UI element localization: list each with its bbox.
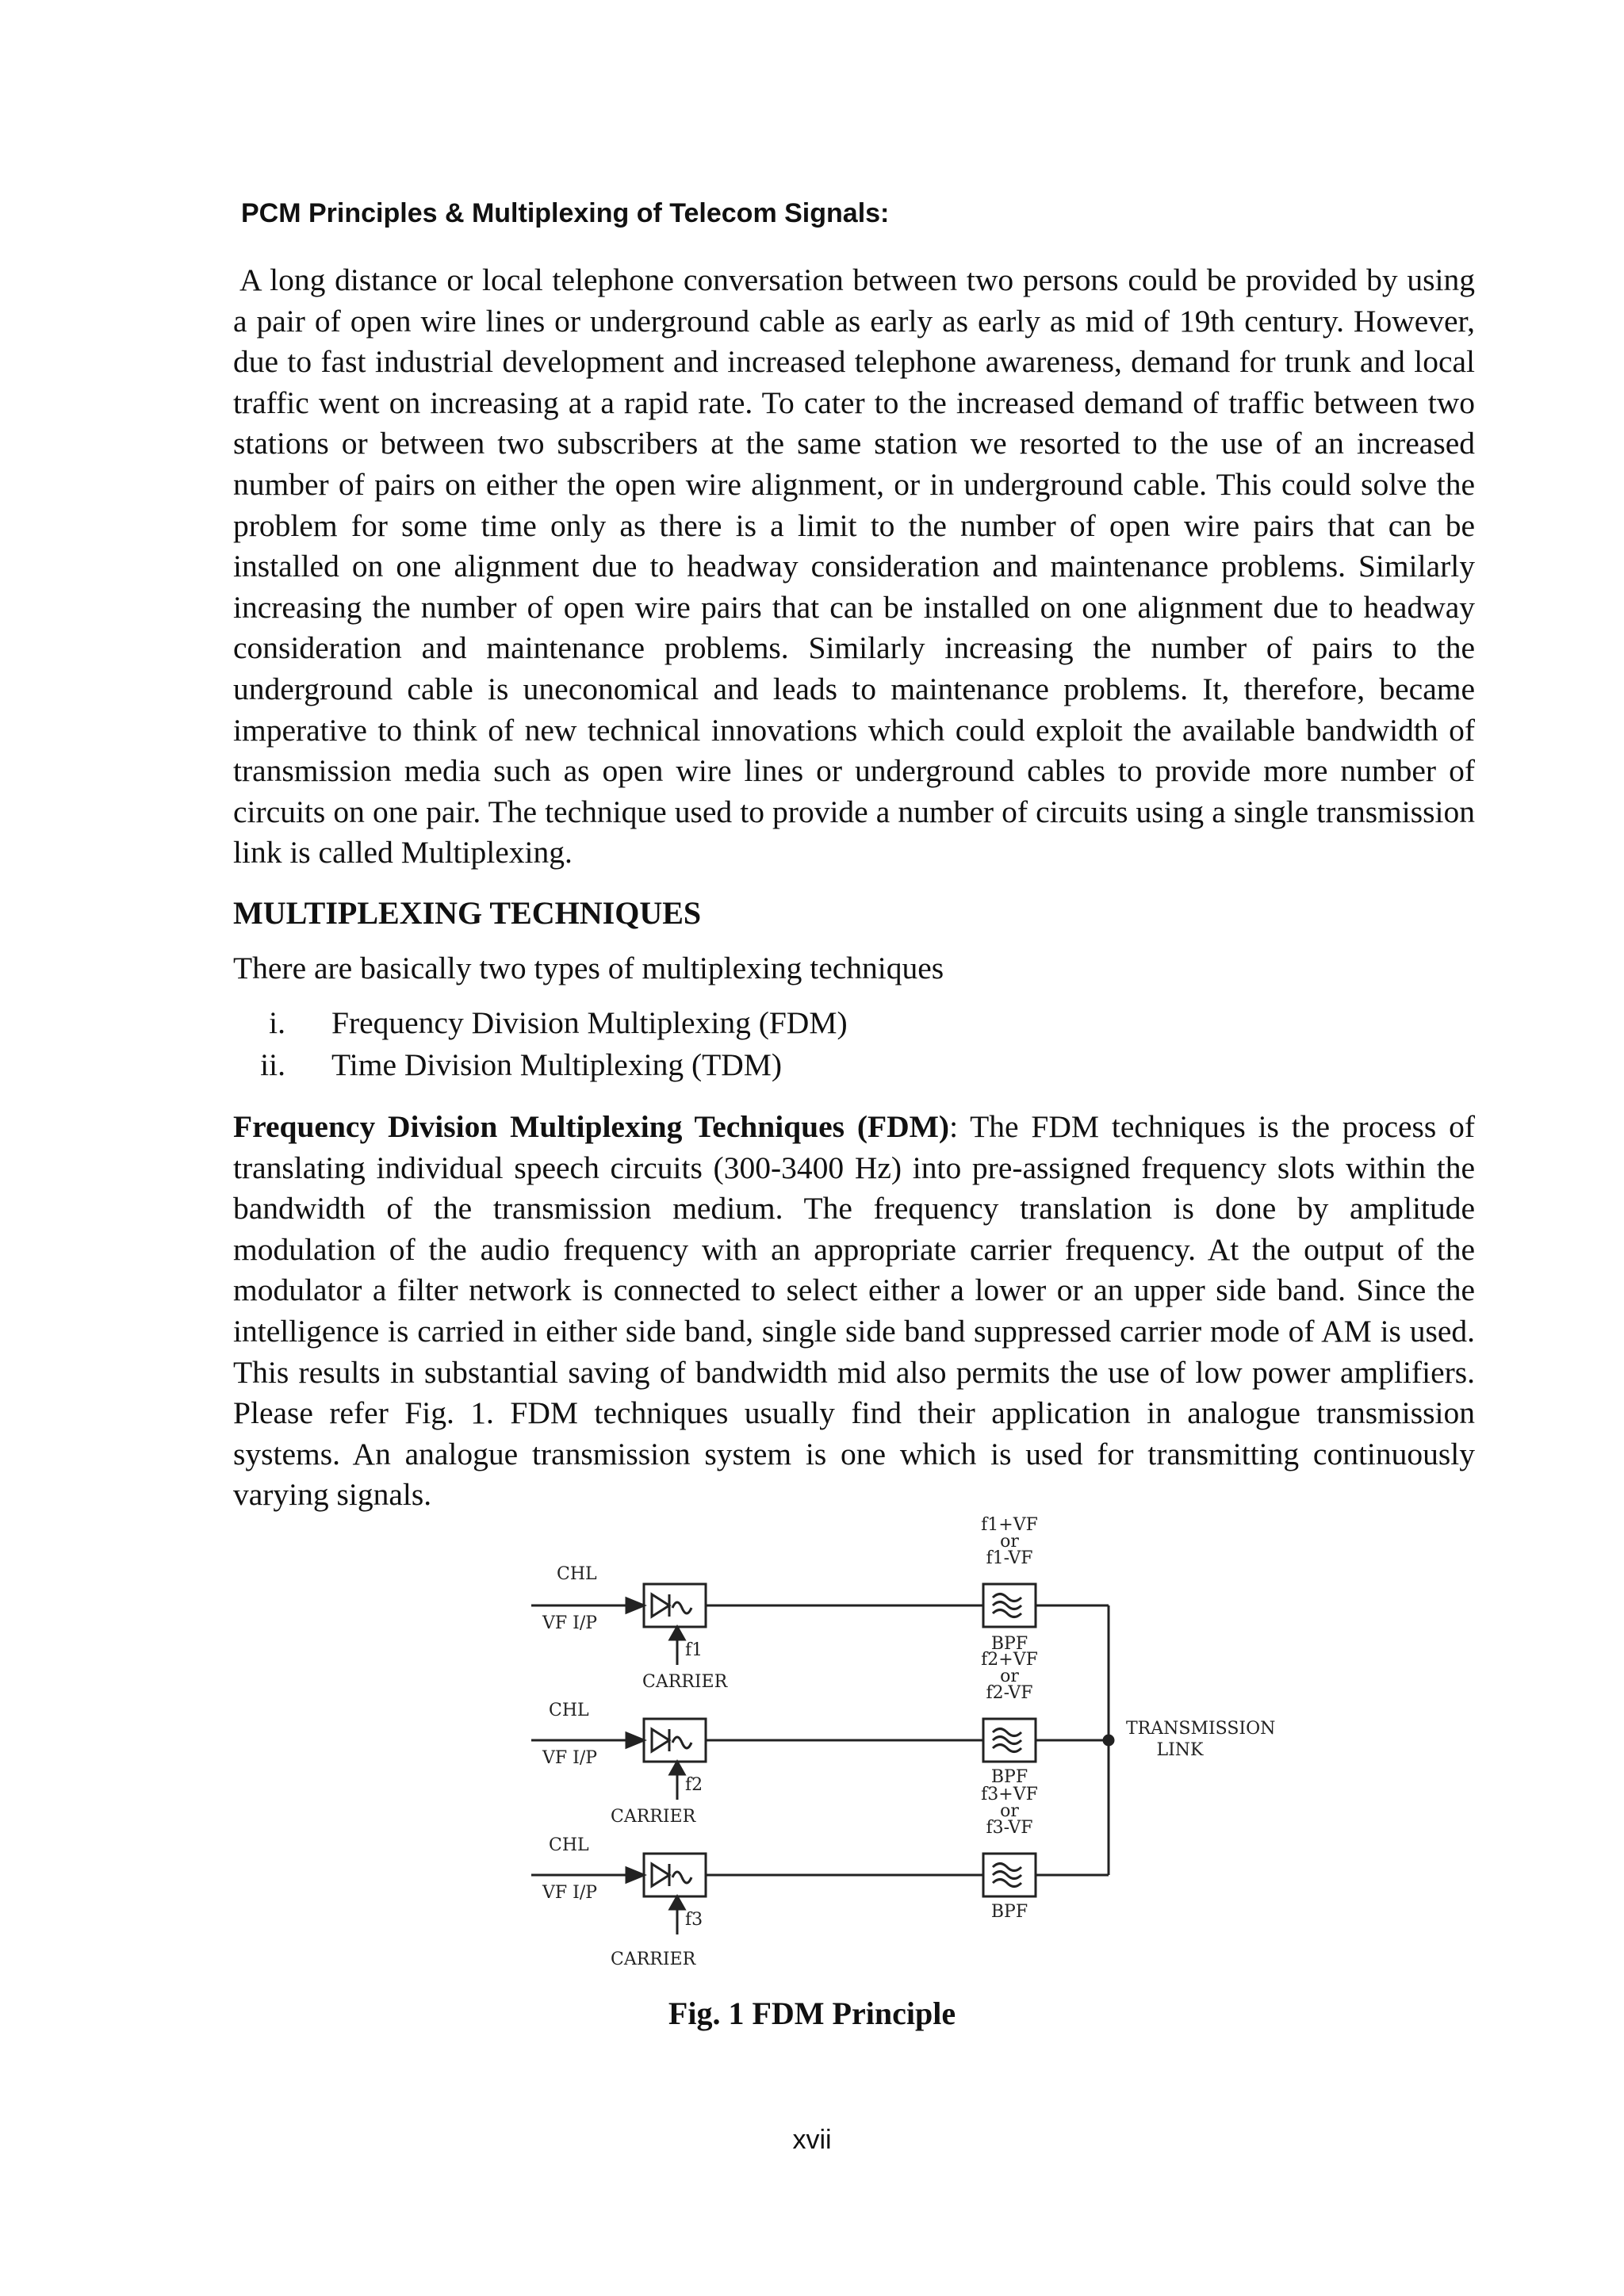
band-top-label: f1+VF xyxy=(981,1515,1038,1535)
list-item-number: i. xyxy=(269,1005,285,1040)
junction-dot xyxy=(1104,1735,1113,1745)
bpf-symbol xyxy=(993,1880,1021,1887)
carrier-label: CARRIER xyxy=(642,1672,728,1692)
band-or-label: or xyxy=(1000,1532,1019,1552)
input-arrow xyxy=(626,1598,644,1613)
bpf-symbol xyxy=(993,1864,1021,1871)
freq-label: f2 xyxy=(685,1775,703,1795)
bpf-label: BPF xyxy=(990,1634,1028,1654)
bpf-block xyxy=(983,1719,1036,1762)
band-or-label: or xyxy=(1000,1667,1019,1686)
fdm-title: Frequency Division Multiplexing Techniques (FDM) xyxy=(233,1109,950,1144)
fdm-diagram xyxy=(508,1514,1285,1990)
bpf-symbol xyxy=(993,1745,1021,1752)
list-item-number: ii. xyxy=(260,1047,285,1082)
bpf-label: BPF xyxy=(990,1767,1028,1787)
band-or-label: or xyxy=(1000,1801,1019,1821)
list-item-text: Frequency Division Multiplexing (FDM) xyxy=(331,1005,848,1040)
section-title: MULTIPLEXING TECHNIQUES xyxy=(233,895,702,931)
bpf-symbol xyxy=(993,1594,1021,1601)
carrier-arrow xyxy=(670,1896,684,1909)
fdm-paragraph xyxy=(233,1107,1475,1516)
freq-label: f3 xyxy=(685,1910,703,1930)
modulator-symbol xyxy=(652,1864,669,1886)
bpf-symbol xyxy=(993,1610,1021,1617)
fdm-body: The FDM techniques is the process of translating individual speech circuits (300-3400 Hz) into pre-assigned frequency slots within the bandwidth of the transmission medium. The frequency translation is done by amplitude modulation of the audio frequency with an appropriate carrier frequency. At the output of the modulator a filter network is connected to select either a lower or an upper side band. Since the intelligence is carried in either side band, single side band suppressed carrier mode of AM is used. This results in substantial saving of bandwidth mid also permits the use of low power amplifiers. Please refer Fig. 1. FDM techniques usually find their application in analogue transmission systems. An analogue transmission system is one which is used for transmitting continuously varying signals. xyxy=(233,1109,1475,1513)
intro-paragraph: A long distance or local telephone conversation between two persons could be provided by using a pair of open wire lines or underground cable as early as early as mid of 19th century. However, due to fast industrial development and increased telephone awareness, demand for trunk and local traffic went on increasing at a rapid rate. To cater to the increased demand of traffic between two stations or between two subscribers at the same station we resorted to the use of an increased number of pairs on either the open wire alignment, or in underground cable. This could solve the problem for some time only as there is a limit to the number of open wire pairs that can be installed on one alignment due to headway consideration and maintenance problems. Similarly increasing the number of open wire pairs that can be installed on one alignment due to headway consideration and maintenance problems. Similarly increasing the number of pairs to the underground cable is uneconomical and leads to maintenance problems. It, therefore, became imperative to think of new technical innovations which could exploit the available bandwidth of transmission media such as open wire lines or underground cables to provide more number of circuits on one pair. The technique used to provide a number of circuits using a single transmission link is called Multiplexing. xyxy=(233,262,1475,871)
page-heading: PCM Principles & Multiplexing of Telecom Signals: xyxy=(241,198,890,228)
vf-label: VF I/P xyxy=(542,1613,598,1633)
chl-label: CHL xyxy=(549,1701,589,1720)
carrier-label: CARRIER xyxy=(611,1950,696,1969)
bpf-block xyxy=(983,1854,1036,1896)
carrier-arrow xyxy=(670,1627,684,1640)
modulator-symbol xyxy=(652,1729,669,1751)
modulator-symbol xyxy=(672,1872,691,1883)
freq-label: f1 xyxy=(685,1640,703,1660)
page-number: xvii xyxy=(792,2125,832,2155)
modulator-symbol xyxy=(652,1594,669,1617)
band-bottom-label: f1-VF xyxy=(986,1548,1033,1568)
transmission-link-label: LINK xyxy=(1156,1740,1204,1760)
band-top-label: f3+VF xyxy=(981,1785,1038,1804)
input-arrow xyxy=(626,1733,644,1747)
modulator-symbol xyxy=(672,1737,691,1748)
section-lead: There are basically two types of multiplexing techniques xyxy=(233,951,944,985)
band-bottom-label: f3-VF xyxy=(986,1818,1033,1838)
band-top-label: f2+VF xyxy=(981,1650,1038,1670)
transmission-link-label: TRANSMISSION xyxy=(1126,1719,1276,1739)
list-item-text: Time Division Multiplexing (TDM) xyxy=(331,1047,783,1082)
bpf-label: BPF xyxy=(990,1902,1028,1922)
bpf-symbol xyxy=(993,1729,1021,1736)
bpf-symbol xyxy=(993,1737,1021,1744)
chl-label: CHL xyxy=(557,1564,597,1584)
fdm-diagram-svg xyxy=(508,1514,1285,1990)
fdm-colon: : xyxy=(949,1109,959,1144)
carrier-arrow xyxy=(670,1762,684,1774)
carrier-label: CARRIER xyxy=(611,1807,696,1827)
chl-label: CHL xyxy=(549,1835,589,1855)
bpf-symbol xyxy=(993,1872,1021,1879)
bpf-symbol xyxy=(993,1602,1021,1609)
modulator-symbol xyxy=(672,1602,691,1613)
bpf-block xyxy=(983,1584,1036,1627)
vf-label: VF I/P xyxy=(542,1883,598,1903)
figure-caption: Fig. 1 FDM Principle xyxy=(668,1996,956,2031)
input-arrow xyxy=(626,1868,644,1882)
band-bottom-label: f2-VF xyxy=(986,1683,1033,1703)
vf-label: VF I/P xyxy=(542,1748,598,1768)
